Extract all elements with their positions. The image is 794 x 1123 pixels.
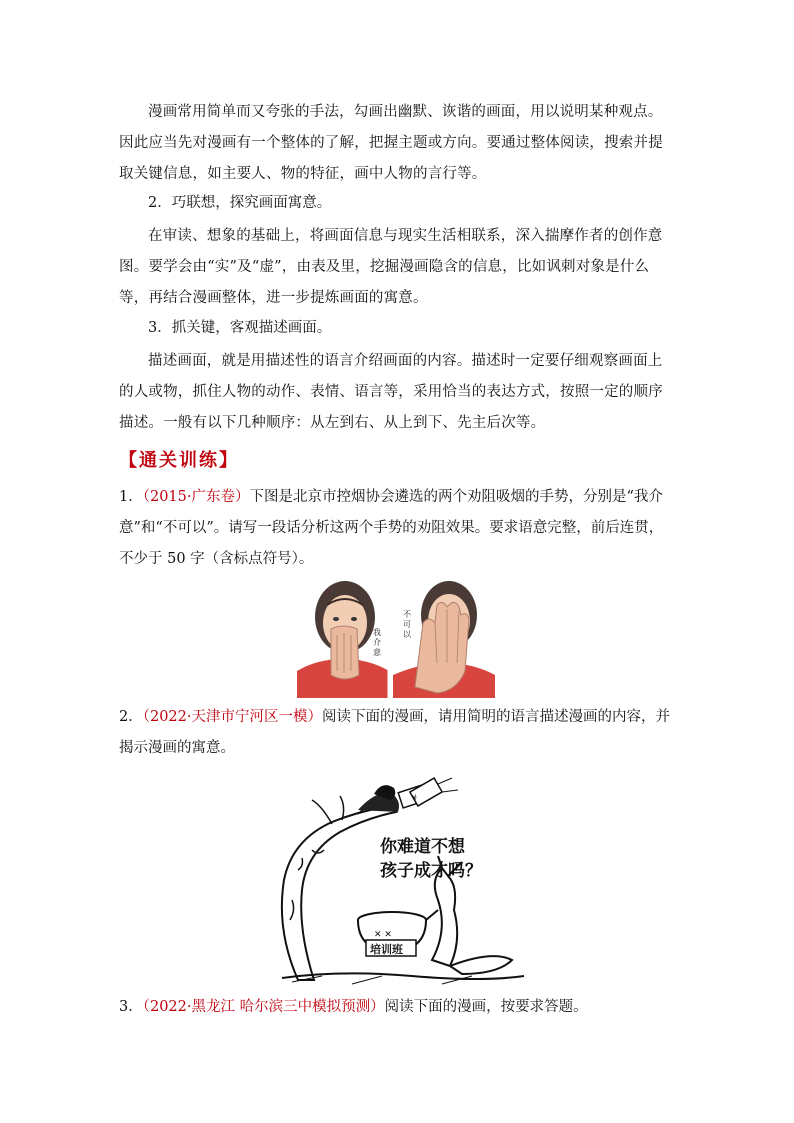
label-bu-ke-yi: 不 bbox=[403, 610, 411, 619]
pot-label: 培训班 bbox=[370, 943, 403, 956]
question-2-cartoon bbox=[262, 770, 532, 988]
speech-line-1: 你难道不想 bbox=[380, 837, 465, 857]
svg-text:¥: ¥ bbox=[411, 793, 419, 803]
question-1 bbox=[119, 482, 675, 575]
speech-line-2: 孩子成才吗？ bbox=[380, 861, 482, 881]
question-2-text: 阅读下面的漫画，请用简明的语言描述漫画的内容，并揭示漫画的寓意。 bbox=[119, 709, 670, 756]
pot-marks: ✕ ✕ bbox=[374, 930, 392, 940]
question-3-source: （2022·黑龙江 哈尔滨三中模拟预测） bbox=[142, 999, 385, 1015]
svg-text:介: 介 bbox=[373, 638, 381, 647]
question-2 bbox=[119, 702, 675, 764]
question-1-text: 下图是北京市控烟协会遴选的两个劝阻吸烟的手势，分别是“我介意”和“不可以”。请写一段话分析这两个手势的劝阻效果。要求语意完整，前后连贯，不少于 50 字（含标点符号）。 bbox=[119, 489, 664, 567]
point-2-title: 2．巧联想，探究画面寓意。 bbox=[148, 195, 332, 211]
intro-paragraph-2: 在审读、想象的基础上，将画面信息与现实生活相联系，深入揣摩作者的创作意图。要学会由“实”及“虚”，由表及里，挖掘漫画隐含的信息，比如讽刺对象是什么等，再结合漫画整体，进一步提炼画面的寓意。 bbox=[119, 228, 663, 306]
svg-text:可: 可 bbox=[403, 620, 411, 629]
intro-paragraph-3: 描述画面，就是用描述性的语言介绍画面的内容。描述时一定要仔细观察画面上的人或物，抓住人物的动作、表情、语言等，采用恰当的表达方式，按照一定的顺序描述。一般有以下几种顺序：从左到右、从上到下、先主后次等。 bbox=[119, 353, 663, 431]
svg-text:意: 意 bbox=[373, 648, 381, 657]
question-3-text: 阅读下面的漫画，按要求答题。 bbox=[384, 999, 588, 1015]
question-3 bbox=[119, 992, 675, 1023]
question-2-number: 2． bbox=[119, 709, 143, 725]
question-3-number: 3． bbox=[119, 999, 143, 1015]
question-1-source: （2015·广东卷） bbox=[142, 489, 250, 505]
question-2-source: （2022·天津市宁河区一模） bbox=[142, 709, 322, 725]
section-title: 【通关训练】 bbox=[119, 450, 239, 471]
point-3-title: 3．抓关键，客观描述画面。 bbox=[148, 320, 332, 336]
question-1-number: 1． bbox=[119, 489, 143, 505]
svg-text:以: 以 bbox=[403, 630, 411, 639]
intro-paragraph-1: 漫画常用简单而又夸张的手法，勾画出幽默、诙谐的画面，用以说明某种观点。因此应当先对漫画有一个整体的了解，把握主题或方向。要通过整体阅读，搜索并提取关键信息，如主要人、物的特征，画中人物的言行等。 bbox=[119, 104, 663, 182]
label-wo-jie-yi: 我 bbox=[373, 628, 381, 637]
question-1-image bbox=[297, 575, 495, 698]
